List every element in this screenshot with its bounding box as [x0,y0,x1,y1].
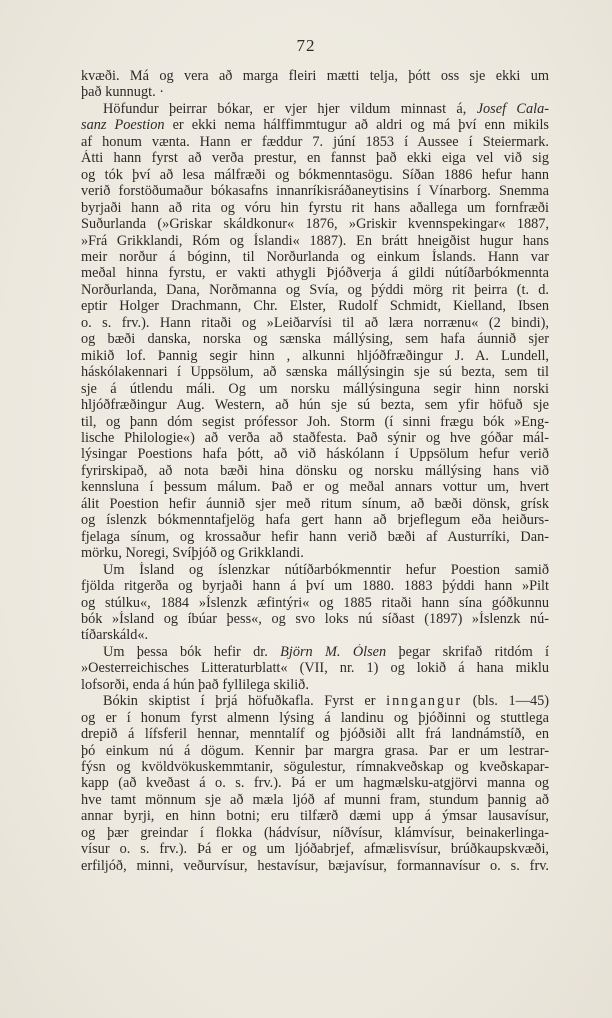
spaced-term: inngangur [386,693,463,710]
text-line: »Oesterreichisches Litteraturblatt« (VII, nr. 1) og lokið á hana miklu [81,660,549,677]
text-line: sanz Poestion er ekki nema hálffimmtugur að aldri og má því enn mikils [81,117,549,134]
body-text [81,68,549,874]
text-line: hljóðfræðingur Aug. Western, að hún sje sú bezta, sem yfir höfuð sje [81,397,549,414]
text-line: fyrirskipað, að nota bæði hina dönsku og norsku mállýsing hans við [81,462,549,479]
text-line: það kunnugt. · [81,84,164,101]
text-line: bók »Ísland og íbúar þess«, og svo loks nú síðast (1897) »Íslenzk nú- [81,610,549,627]
text-line: álit Poestion hefir áunnið sjer með ritum sínum, að bæði dönsk, grísk [81,495,549,512]
text-line: af honum vænta. Hann er fæddur 7. júní 1853 í Aussee í Steiermark. [81,133,549,150]
text-line: þó einkum nú á dögum. Kennir þar margra grasa. Þar er um lestrar- [81,742,549,759]
text-line: sje á útlendu máli. Og um norsku mállýsinguna segir hinn norski [81,380,549,397]
text-line: lofsorði, enda á hún það fyllilega skilið. [81,676,309,693]
text-line: og stúlku«, 1884 »Íslenzk æfintýri« og 1885 ritaði hann sína góðkunnu [81,594,549,611]
text-line: hve tamt mönnum sje að mæla ljóð af munni fram, stundum þannig að [81,791,549,808]
text-line: Norðurlanda, Dana, Norðmanna og Svía, og þýddi mörg rit þeirra (t. d. [81,281,549,298]
text-line: byrjaði hann að rita og vóru hin fyrstu rit hans aðallega um fornfræði [81,199,549,216]
text-line: fýsn og kvöldvökuskemmtanir, sögulestur, rímnakveðskap og kveðskapar- [81,759,549,776]
text-line: Bókin skiptist í þrjá höfuðkafla. Fyrst er inngangur (bls. 1—45) [103,693,549,710]
text-line: o. s. frv.). Hann ritaði og »Leiðarvísi til að læra norrænu« (2 bindi), [81,314,549,331]
text-line: og bæði danska, norska og sænska mállýsing, sem hafa áunnið sjer [81,331,549,348]
text-line: kapp (að kveðast á o. s. frv.). Þá er um hagmælsku-atgjörvi manna og [81,775,549,792]
text-line: eptir Holger Drachmann, Chr. Elster, Rudolf Schmidt, Kielland, Ibsen [81,298,549,315]
text-line: og íslenzk bókmenntafjelög hafa gert hann að brjeflegum eða heiðurs- [81,512,549,529]
text-line: Átti hann fyrst að verða prestur, en fannst það ekki eiga vel við sig [81,150,549,167]
text-line: fjelaga sínum, og krossaður hefir hann verið bæði af Austurríki, Dan- [81,528,549,545]
text-line: drepið á lífsferil hennar, menntalíf og þjóðsiði allt frá landnámstíð, en [81,726,549,743]
text-line: kennsluna í þessum málum. Það er og meðal annars vottur um, hvert [81,479,549,496]
text-line: meðal hinna fyrstu, er vakti athygli Þjóðverja á gildi nútíðarbókmennta [81,265,549,282]
text-line: Um þessa bók hefir dr. Björn M. Ólsen þegar skrifað ritdóm í [103,643,549,660]
text-line: annar byrji, en hinn botni; eru tilfærð dæmi upp á ýmsar lausavísur, [81,808,549,825]
text-line: lische Philologie«) að verða að staðfesta. Það sýnir og hve góðar mál- [81,429,549,446]
text-line: kvæði. Má og vera að marga fleiri mætti telja, þótt oss sje ekki um [81,68,549,84]
italic-name: Josef Cala- [476,100,549,117]
text-line: Höfundur þeirrar bókar, er vjer hjer vildum minnast á, Josef Cala- [103,100,549,117]
text-line: og þær greindar í flokka (hádvísur, níðvísur, klámvísur, beinakerlinga- [81,824,549,841]
text-line: Um Ísland og íslenzkar nútíðarbókmenntir hefur Poestion samið [103,561,549,578]
page-number: 72 [296,36,316,55]
text-line: vísur o. s. frv.). Þá er og um ljóðabrjef, afmælisvísur, brúðkaupskvæði, [81,841,549,858]
text-line: lýsingar Poestions hafa þótt, að við háskólann í Uppsölum hefur verið [81,446,549,463]
text-line: mörku, Noregi, Svíþjóð og Grikklandi. [81,545,304,562]
italic-name: Björn M. Ólsen [280,643,387,660]
text-line: og tók því að lesa málfræði og bókmenntasögu. Síðan 1886 hefur hann [81,166,549,183]
text-line: tíðarskáld«. [81,627,149,644]
text-line: til, og þann dóm segist prófessor Joh. Storm (í sinni frægu bók »Eng- [81,413,549,430]
text-line: og er í honum fyrst almenn lýsing á landinu og þjóðinni og stuttlega [81,709,549,726]
text-line: mikið lof. Þannig segir hinn , alkunni hljóðfræðingur J. A. Lundell, [81,347,549,364]
italic-name: sanz Poestion [81,117,165,134]
text-line: háskólakennari í Uppsölum, að sænska mállýsingin sje sú bezta, sem til [81,364,549,381]
text-line: meir norður á bóginn, til Norðurlanda og einkum Íslands. Hann var [81,248,549,265]
text-line: fjölda ritgerða og byrjaði hann á því um 1880. 1883 þýddi hann »Pilt [81,578,549,595]
text-line: Suðurlanda (»Griskar skáldkonur« 1876, »Griskir kvennspekingar« 1887, [81,216,549,233]
text-line: verið forstöðumaður bókasafns innanríkisráðaneytisins í Vínarborg. Snemma [81,183,549,200]
text-line: »Frá Grikklandi, Róm og Íslandi« 1887). En brátt hneigðist hugur hans [81,232,549,249]
text-line: erfiljóð, minni, veðurvísur, hestavísur, bæjavísur, formannavísur o. s. frv. [81,857,549,874]
